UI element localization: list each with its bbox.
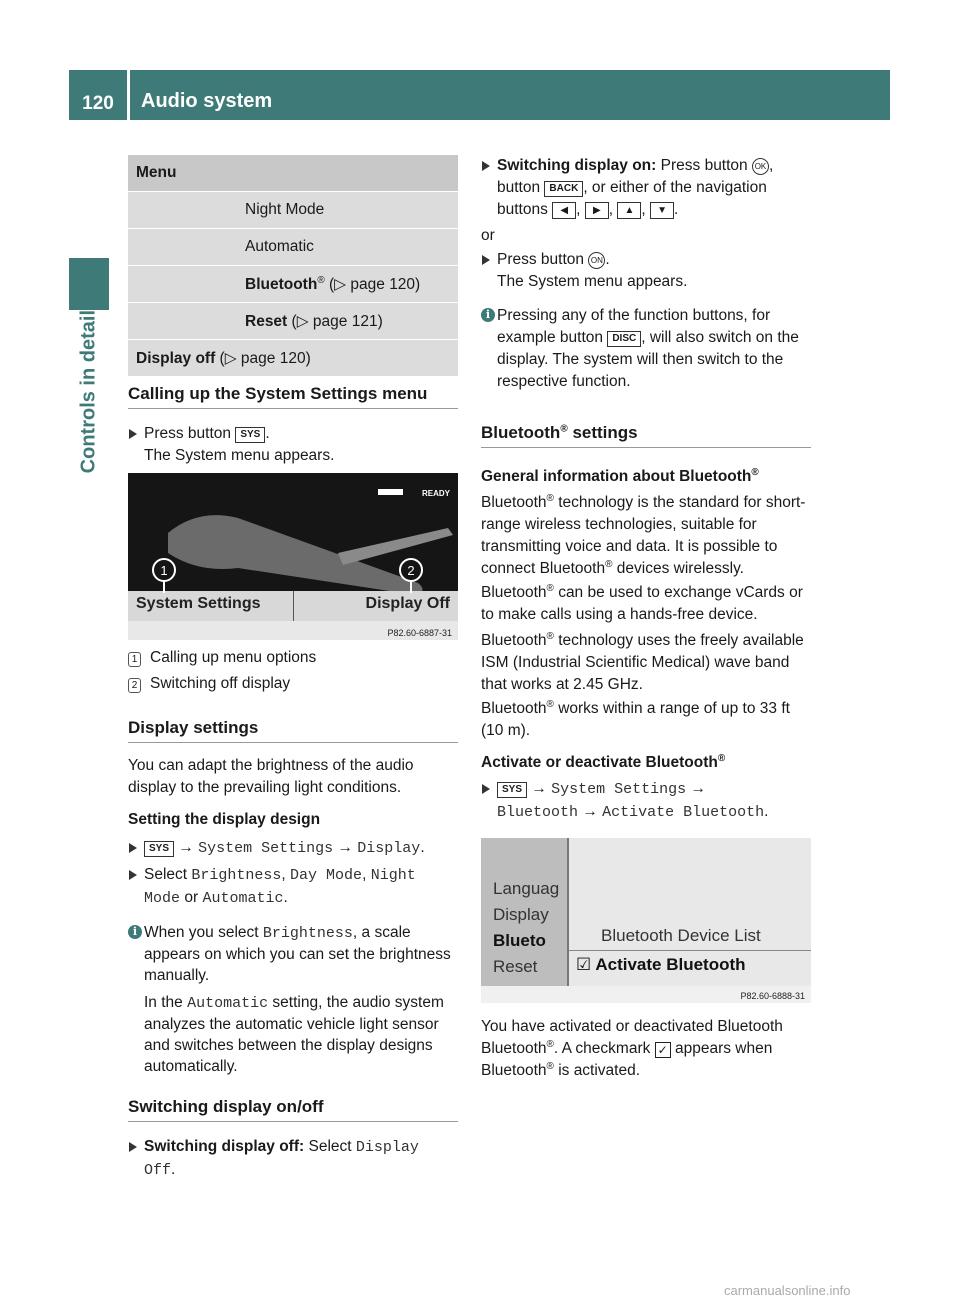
switch-on-section bbox=[481, 155, 811, 393]
sys-key-icon: SYS bbox=[497, 782, 527, 798]
system-menu-screenshot bbox=[128, 473, 458, 640]
checkmark-icon: ☑ bbox=[576, 955, 592, 974]
svg-text:1: 1 bbox=[160, 563, 168, 578]
nav-down-icon: ▼ bbox=[650, 202, 674, 219]
system-settings-softkey: System Settings bbox=[136, 595, 261, 612]
ready-status: READY bbox=[421, 489, 450, 498]
display-path-step: SYS → System Settings → Display. bbox=[128, 837, 458, 860]
figure-code: P82.60-6888-31 bbox=[740, 991, 805, 1001]
bluetooth-p1: Bluetooth® technology is the standard for short-range wireless technologies, suitable for transmitting voice and data. It is possible to connect Bluetooth® devices wirelessly. bbox=[481, 492, 806, 577]
callout-1: 1 Calling up menu options bbox=[128, 647, 458, 669]
system-settings-heading: Calling up the System Settings menu bbox=[128, 384, 458, 409]
bluetooth-p3: Bluetooth® technology uses the freely available ISM (Industrial Scientific Medical) wave band that works at 2.45 GHz. bbox=[481, 630, 804, 693]
switching-section bbox=[128, 1097, 458, 1182]
bluetooth-p2: Bluetooth® can be used to exchange vCards or to make calls using a hands-free device. bbox=[481, 582, 803, 623]
bt-activate-option: ☑ Activate Bluetooth bbox=[576, 955, 746, 974]
bluetooth-general-subheading: General information about Bluetooth® bbox=[481, 466, 759, 485]
section-tab bbox=[69, 258, 109, 310]
bluetooth-path-step: SYS → System Settings → Bluetooth → Activate Bluetooth. bbox=[481, 778, 811, 824]
bluetooth-result: You have activated or deactivated Bluetooth Bluetooth®. A checkmark ✓ appears when Bluetooth® is activated. bbox=[481, 1018, 783, 1079]
nav-right-icon: ▶ bbox=[585, 202, 609, 219]
menu-item-automatic: Automatic bbox=[128, 229, 458, 266]
menu-item-display-off: Display off (▷ page 120) bbox=[128, 340, 458, 377]
nav-up-icon: ▲ bbox=[617, 202, 641, 219]
display-off-softkey: Display Off bbox=[365, 595, 450, 612]
bluetooth-section bbox=[481, 423, 811, 824]
step-press-sys: Press button SYS . The System menu appears. bbox=[128, 423, 458, 467]
press-on-step: Press button ON . The System menu appears. bbox=[481, 249, 811, 293]
svg-text:2: 2 bbox=[407, 563, 415, 578]
bluetooth-menu-screenshot bbox=[481, 838, 811, 1003]
bluetooth-p4: Bluetooth® works within a range of up to 33 ft (10 m). bbox=[481, 698, 790, 739]
watermark: carmanualsonline.info bbox=[724, 1283, 851, 1298]
bluetooth-heading: Bluetooth® settings bbox=[481, 423, 811, 448]
menu-item-night-mode: Night Mode bbox=[128, 192, 458, 229]
nav-left-icon: ◀ bbox=[552, 202, 576, 219]
callout-list bbox=[128, 647, 458, 695]
brightness-info: i When you select Brightness, a scale appears on which you can set the brightness manually. In the Automatic setting, the audio system analyzes the automatic vehicle light sensor and switches between the display designs automatically. bbox=[128, 922, 458, 1077]
header-divider bbox=[127, 70, 130, 120]
function-buttons-info: i Pressing any of the function buttons, for example button DISC , will also switch on the display. The system will then switch to the respective function. bbox=[481, 305, 811, 393]
sys-key-icon: SYS bbox=[144, 841, 174, 857]
menu-item-bluetooth: Bluetooth® (▷ page 120) bbox=[128, 266, 458, 303]
or-text: or bbox=[481, 227, 495, 244]
switching-heading: Switching display on/off bbox=[128, 1097, 458, 1122]
menu-header: Menu bbox=[128, 155, 458, 192]
disc-key-icon: DISC bbox=[607, 331, 641, 347]
ok-button-icon: OK bbox=[752, 158, 769, 175]
system-settings-section bbox=[128, 384, 458, 467]
bt-device-list: Bluetooth Device List bbox=[601, 926, 761, 945]
bt-menu-items: Languag Display Blueto Reset bbox=[493, 879, 560, 976]
section-label: Controls in detail bbox=[77, 310, 100, 474]
display-intro: You can adapt the brightness of the audio display to the prevailing light conditions. bbox=[128, 757, 414, 796]
menu-table bbox=[128, 155, 458, 377]
page-number: 120 bbox=[82, 93, 114, 114]
on-button-icon: ON bbox=[588, 252, 605, 269]
display-select-step: Select Brightness, Day Mode, Night Mode or Automatic. bbox=[128, 864, 458, 910]
bluetooth-activate-subheading: Activate or deactivate Bluetooth® bbox=[481, 752, 726, 771]
info-icon: i bbox=[481, 308, 495, 322]
display-settings-section bbox=[128, 718, 458, 1077]
sys-key-icon: SYS bbox=[235, 427, 265, 443]
page-header bbox=[69, 70, 890, 120]
checkmark-box-icon: ✓ bbox=[655, 1042, 671, 1058]
page-title: Audio system bbox=[141, 90, 273, 112]
menu-item-reset: Reset (▷ page 121) bbox=[128, 303, 458, 340]
switch-off-step: Switching display off: Select Display Off. bbox=[128, 1136, 458, 1182]
switch-on-step: Switching display on: Press button OK , button BACK , or either of the navigation buttons ◀ , ▶ , ▲ , ▼ . bbox=[481, 155, 811, 221]
callout-2: 2 Switching off display bbox=[128, 673, 458, 695]
figure-code: P82.60-6887-31 bbox=[387, 628, 452, 638]
display-settings-heading: Display settings bbox=[128, 718, 458, 743]
back-key-icon: BACK bbox=[544, 181, 583, 197]
wrench-graphic bbox=[128, 473, 458, 640]
display-design-subheading: Setting the display design bbox=[128, 811, 321, 828]
info-icon: i bbox=[128, 925, 142, 939]
